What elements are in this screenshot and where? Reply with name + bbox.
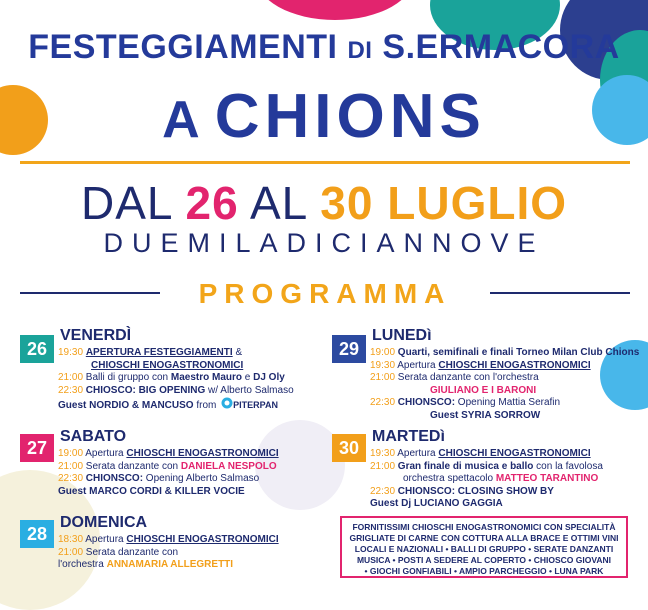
schedule-line: Guest NORDIO & MANCUSO from PITERPAN: [58, 397, 294, 414]
programma-row: [20, 278, 630, 308]
title-festeggiamenti: FESTEGGIAMENTI: [28, 28, 338, 66]
programma-line-right: [490, 292, 630, 294]
decor-circle-pink-top: [255, 0, 415, 20]
schedule-line: l'orchestra ANNAMARIA ALLEGRETTI: [58, 559, 234, 570]
infobox-line: FORNITISSIMI CHIOSCHI ENOGASTRONOMICI CON SPECIALITÀ: [352, 522, 616, 532]
day-badge-28: 28: [20, 520, 54, 548]
infobox-line: GRIGLIATE DI CARNE CON COTTURA ALLA BRACE E OTTIMI VINI: [349, 533, 619, 543]
schedule-line: 22:30 CHIONSCO: Opening Alberto Salmaso: [58, 473, 260, 484]
programma-heading: PROGRAMMA: [198, 278, 452, 309]
schedule-line: 21:00 Balli di gruppo con Maestro Mauro e DJ Oly: [58, 372, 285, 383]
event-title: [0, 28, 648, 67]
schedule-line: 19:00 Apertura CHIOSCHI ENOGASTRONOMICI: [58, 448, 279, 459]
schedule-line: Guest SYRIA SORROW: [430, 409, 541, 421]
dates-end: 30: [320, 177, 374, 229]
divider-orange: [20, 161, 630, 164]
day-name-29: LUNEDì: [372, 327, 432, 344]
day-name-28: DOMENICA: [60, 514, 148, 531]
schedule-line: 19:30 Apertura CHIOSCHI ENOGASTRONOMICI: [370, 448, 591, 459]
infobox-line: • GIOCHI GONFIABILI • AMPIO PARCHEGGIO • LUNA PARK: [364, 566, 604, 576]
schedule-line: 21:00 Gran finale di musica e ballo con la favolosa: [370, 460, 603, 472]
day-badge-29: 29: [332, 335, 366, 363]
location-town: CHIONS: [214, 82, 486, 151]
schedule-line: GIULIANO E I BARONI: [430, 384, 537, 396]
schedule-line: 21:00 Serata danzante con l'orchestra: [370, 372, 539, 383]
piterpan-logo: [221, 397, 233, 414]
day-name-30: MARTEDì: [372, 428, 445, 445]
day-badge-27: 27: [20, 434, 54, 462]
title-sermacora: S.ERMACORA: [382, 28, 620, 66]
schedule-line: 21:00 Serata danzante con DANIELA NESPOLO: [58, 460, 277, 472]
day-lines-30: [370, 448, 603, 511]
schedule-line: Guest MARCO CORDI & KILLER VOCIE: [58, 485, 245, 497]
title-di: DI: [347, 37, 373, 64]
day-lines-27: [58, 448, 279, 498]
dates-dal: DAL: [80, 177, 172, 229]
day-lines-29: [370, 347, 639, 422]
schedule-line: Guest Dj LUCIANO GAGGIA: [370, 498, 503, 509]
schedule-line: 21:00 Serata danzante con: [58, 546, 179, 558]
event-year: DUEMILADICIANNOVE: [103, 228, 545, 258]
day-lines-28: [58, 534, 279, 572]
schedule-line: 22:30 CHIONSCO: Opening Mattia Serafin: [370, 397, 561, 408]
schedule-line: 22:30 CHIONSCO: CLOSING SHOW BY: [370, 485, 554, 497]
schedule-line: CHIOSCHI ENOGASTRONOMICI: [91, 359, 244, 371]
event-dates: [0, 176, 648, 230]
day-name-26: VENERDÌ: [60, 327, 132, 344]
services-infobox: [340, 516, 628, 578]
schedule-line: orchestra spettacolo MATTEO TARANTINO: [403, 473, 599, 484]
day-badge-26: 26: [20, 335, 54, 363]
infobox-line: LOCALI E NAZIONALI • BALLI DI GRUPPO • SERATE DANZANTI: [354, 544, 614, 554]
schedule-line: 19:30 Apertura CHIOSCHI ENOGASTRONOMICI: [370, 359, 591, 371]
location-a: A: [162, 91, 205, 149]
schedule-line: 19:00 Quarti, semifinali e finali Torneo Milan Club Chions: [370, 347, 640, 358]
infobox-line: MUSICA • POSTI A SEDERE AL COPERTO • CHIOSCO GIOVANI: [356, 555, 612, 565]
dates-month: LUGLIO: [387, 177, 568, 229]
schedule-line: 18:30 Apertura CHIOSCHI ENOGASTRONOMICI: [58, 534, 279, 545]
day-name-27: SABATO: [60, 428, 127, 445]
dates-al: AL: [249, 177, 307, 229]
event-location: [0, 82, 648, 155]
schedule-line: 22:30 CHIOSCO: BIG OPENING w/ Alberto Salmaso: [58, 384, 294, 396]
day-badge-30: 30: [332, 434, 366, 462]
day-lines-26: [58, 347, 294, 414]
piterpan-logo-text: PITERPAN: [233, 399, 278, 410]
dates-start: 26: [185, 177, 239, 229]
schedule-line: 19:30 APERTURA FESTEGGIAMENTI &: [58, 347, 243, 358]
piterpan-logo-icon: [221, 397, 233, 409]
